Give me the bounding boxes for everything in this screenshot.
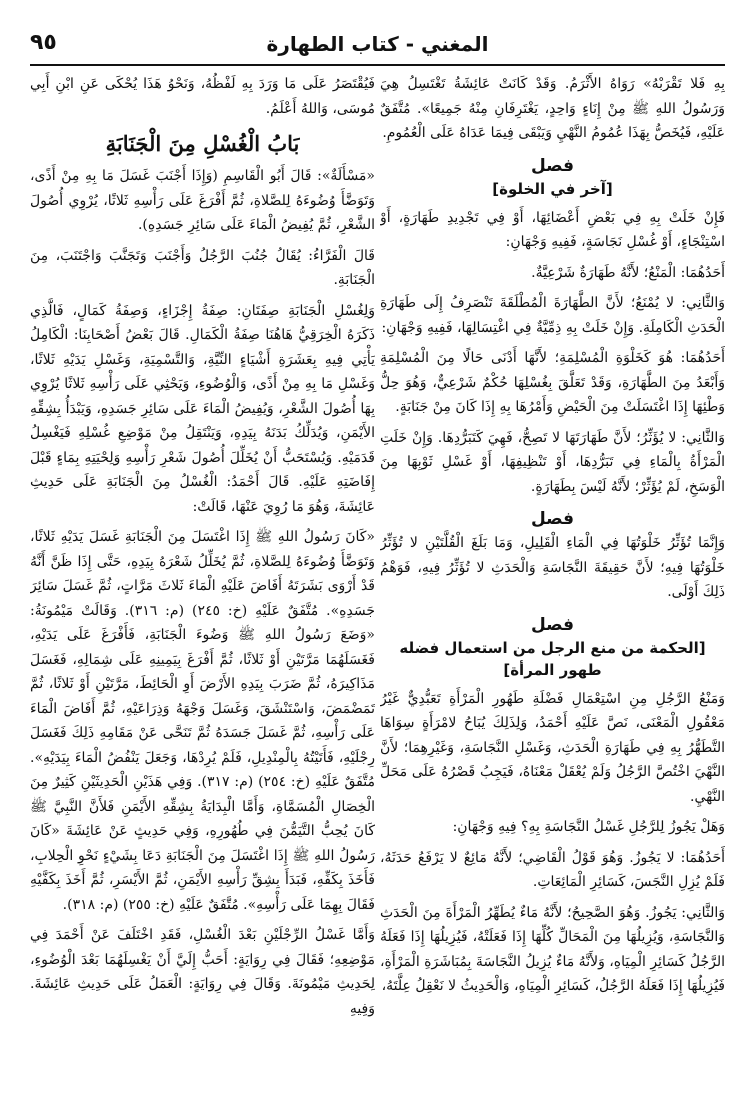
section-heading: فصل (530, 155, 575, 176)
paragraph: بِهِ فَلا تَقْرَبْهُ» رَوَاهُ الأَثْرَمُ. وَقَدْ كَانَتْ عَائِشَةُ تَغْتَسِلُ هِيَ وَرَسُولُ اللهِ ﷺ مِنْ إِنَاءٍ وَاحِدٍ، يَغْتَرِفَانِ مِنْهُ جَمِيعًا». مُتَّفَقٌ عَلَيْهِ، فَيُخَصُّ بِهَذَا عُمُومُ النَّهْيِ وَيَبْقَى فِيمَا عَدَاهُ عَلَى الْعُمُومِ. (380, 76, 725, 141)
paragraph: «كَانَ رَسُولُ اللهِ ﷺ إِذَا اغْتَسَلَ مِنَ الْجَنَابَةِ غَسَلَ يَدَيْهِ ثَلاثًا، وَتَوَضَّأَ وُضُوءَهُ لِلصَّلاةِ، ثُمَّ يُخَلِّلُ شَعْرَهُ بِيَدِهِ، حَتَّى إِذَا ظَنَّ أَنَّهُ قَدْ أَرْوَى بَشَرَتَهُ أَفَاضَ عَلَيْهِ الْمَاءَ ثَلاثَ مَرَّاتٍ، ثُمَّ غَسَلَ سَائِرَ جَسَدِهِ». مُتَّفَقٌ عَلَيْهِ (خ: ٢٤٥) (م: ٣١٦). وَقَالَتْ مَيْمُونَةُ: «وَضَعَ رَسُولُ اللهِ ﷺ وَضُوءَ الْجَنَابَةِ، فَأَفْرَغَ عَلَى يَدَيْهِ، فَغَسَلَهُمَا مَرَّتَيْنِ أَوْ ثَلاثًا، ثُمَّ أَفْرَغَ بِيَمِينِهِ عَلَى شِمَالِهِ، فَغَسَلَ مَذَاكِيرَهُ، ثُمَّ ضَرَبَ بِيَدِهِ الأَرْضَ أَوِ الْحَائِطَ، مَرَّتَيْنِ أَوْ ثَلاثًا، ثُمَّ تَمَضْمَضَ، وَاسْتَنْشَقَ، وَغَسَلَ وَجْهَهُ وَذِرَاعَيْهِ، ثُمَّ أَفَاضَ الْمَاءَ عَلَى رَأْسِهِ، ثُمَّ غَسَلَ جَسَدَهُ ثُمَّ تَنَحَّى عَنْ مَقَامِهِ ذَلِكَ فَغَسَلَ رِجْلَيْهِ، فَأَتَيْتُهُ بِالْمِنْدِيلِ، فَلَمْ يُرِدْهَا، وَجَعَلَ يَنْفُضُ الْمَاءَ بِيَدَيْهِ». مُتَّفَقٌ عَلَيْهِ (خ: ٢٥٤) (م: ٣١٧). وَفِي هَذَيْنِ الْحَدِيثَيْنِ كَثِيرٌ مِنَ الْخِصَالِ الْمُسَمَّاةِ، وَأَمَّا الْبِدَايَةُ بِشِقِّهِ الأَيْمَنِ فَلأَنَّ النَّبِيَّ ﷺ كَانَ يُحِبُّ التَّيَمُّنَ فِي طُهُورِهِ، وَفِي حَدِيثٍ عَنْ عَائِشَةَ «كَانَ رَسُولُ اللهِ ﷺ إِذَا اغْتَسَلَ مِنَ الْجَنَابَةِ دَعَا بِشَيْءٍ نَحْوِ الْحِلابِ، فَأَخَذَ بِكَفِّهِ، فَبَدَأَ بِشِقِّ رَأْسِهِ الأَيْمَنِ، ثُمَّ الأَيْسَرِ، ثُمَّ أَخَذَ بِكَفَّيْهِ فَقَالَ بِهِمَا عَلَى رَأْسِهِ». مُتَّفَقٌ عَلَيْهِ (خ: ٢٥٥) (م: ٣١٨). (30, 529, 375, 913)
page-number: ٩٥ (30, 30, 57, 55)
paragraph: وَمَنْعُ الرَّجُلِ مِنِ اسْتِعْمَالِ فَضْلَةِ طَهُورِ الْمَرْأَةِ تَعَبُّدِيٌّ غَيْرُ مَعْقُولِ الْمَعْنَى، نَصَّ عَلَيْهِ أَحْمَدُ، وَلِذَلِكَ يُبَاحُ لامْرَأَةٍ سِوَاهَا التَّطَهُّرُ بِهِ فِي طَهَارَةِ الْحَدَثِ، وَغَسْلِ النَّجَاسَةِ، وَغَيْرِهِمَا؛ لأَنَّ النَّهْيَ اخْتُصَّ الرَّجُلُ وَلَمْ يُعْقَلْ مَعْنَاهُ، فَيَجِبُ قَصْرُهُ عَلَى مَحَلِّ النَّهْيِ. (380, 690, 725, 805)
section-subheading: [الحكمة من منع الرجل من استعمال فضله طهور المرأة] (399, 638, 706, 679)
section-subheading: [آخر في الخلوة] (492, 179, 613, 198)
paragraph: أَحَدُهُمَا: لا يَجُوزُ. وَهُوَ قَوْلُ الْقَاضِي؛ لأَنَّهُ مَائِعٌ لا يَرْفَعُ حَدَثَهُ، فَلَمْ يُزِلِ النَّجَسَ، كَسَائِرِ الْمَائِعَاتِ. (380, 849, 725, 890)
section-heading: فصل (530, 509, 575, 529)
running-title: المغني - كتاب الطهارة (266, 32, 489, 56)
paragraph: وَالثَّانِي: لا يُؤَثِّرُ؛ لأَنَّ طَهَارَتَهَا لا تَصِحُّ، فَهِيَ كَتَبَرُّدِهَا. وَإِنْ خَلَتِ الْمَرْأَةُ بِالْمَاءِ فِي تَبَرُّدِهَا، أَوْ تَنْظِيفِهَا، أَوْ غَسْلِ ثَوْبِهَا مِنَ الْوَسَخِ، لَمْ يُؤَثِّرْ؛ لأَنَّهُ لَيْسَ بِطَهَارَةٍ. (380, 429, 725, 495)
paragraph: أَحَدُهُمَا: هُوَ كَخَلْوَةِ الْمُسْلِمَةِ؛ لأَنَّهَا أَدْنَى حَالًا مِنَ الْمُسْلِمَةِ وَأَبْعَدُ مِنَ الطَّهَارَةِ، وَقَدْ تَعَلَّقَ بِغُسْلِهَا حُكْمٌ شَرْعِيٌّ، وَهُوَ حِلُّ وَطْئِهَا إِذَا اغْتَسَلَتْ مِنَ الْحَيْضِ وَأَمْرُهَا بِهِ إِذَا كَانَ مِنْ جَنَابَةٍ. (380, 350, 725, 415)
paragraph: وَلِغُسْلِ الْجَنَابَةِ صِفَتَانِ: صِفَةُ إِجْزَاءٍ، وَصِفَةُ كَمَالٍ، فَالَّذِي ذَكَرَهُ الْخِرَقِيُّ هَاهُنَا صِفَةُ الْكَمَالِ. قَالَ بَعْضُ أَصْحَابِنَا: الْكَامِلُ يَأْتِي فِيهِ بِعَشَرَةِ أَشْيَاءٍ النِّيَّةِ، وَالتَّسْمِيَةِ، وَغَسْلِ يَدَيْهِ ثَلاثًا، وَغَسْلِ مَا بِهِ مِنْ أَذًى، وَالْوُضُوءِ، وَيَحْثِي عَلَى رَأْسِهِ ثَلاثًا يُرْوِي بِهَا أُصُولَ الشَّعْرِ، وَيُفِيضُ الْمَاءَ عَلَى سَائِرِ جَسَدِهِ، وَيَبْدَأُ بِشِقِّهِ الأَيْمَنِ، وَيُدَلِّكُ بَدَنَهُ بِيَدِهِ، وَيَنْتَقِلُ مِنْ مَوْضِعِ غُسْلِهِ فَيَغْسِلُ قَدَمَيْهِ. وَيُسْتَحَبُّ أَنْ يُخَلِّلَ أُصُولَ شَعْرِ رَأْسِهِ وَلِحْيَتِهِ بِمَاءٍ قَبْلَ إِفَاضَتِهِ عَلَيْهِ. قَالَ أَحْمَدُ: الْغُسْلُ مِنَ الْجَنَابَةِ عَلَى حَدِيثِ عَائِشَةَ، وَهُوَ مَا رُوِيَ عَنْهَا، قَالَتْ: (30, 302, 375, 515)
paragraph: وَإِنَّمَا تُؤَثِّرُ خَلْوَتُهَا فِي الْمَاءِ الْقَلِيلِ، وَمَا بَلَغَ الْقُلَّتَيْنِ لا تُؤَثِّرُ خَلْوَتُهَا فِيهِ؛ لأَنَّ حَقِيقَةَ النَّجَاسَةِ وَالْحَدَثِ لا تُؤَثِّرُ فِيهِ، فَوَهْمُ ذَلِكَ أَوْلَى. (380, 535, 725, 600)
paragraph: فَإِنْ خَلَتْ بِهِ فِي بَعْضِ أَعْضَائِهَا، أَوْ فِي تَجْدِيدِ طَهَارَةٍ، أَوْ اسْتِنْجَاءٍ، أَوْ غُسْلِ نَجَاسَةٍ، فَفِيهِ وَجْهَانِ: (380, 209, 725, 250)
paragraph: «مَسْأَلَةٌ»: قَالَ أَبُو الْقَاسِمِ (وَإِذَا أَجْنَبَ غَسَلَ مَا بِهِ مِنْ أَذًى، وَتَوَضَّأَ وُضُوءَهُ لِلصَّلاةِ، ثُمَّ أَفْرَغَ عَلَى رَأْسِهِ ثَلاثًا، يُرْوِي أُصُولَ الشَّعْرِ، ثُمَّ يُفِيضُ الْمَاءَ عَلَى سَائِرِ جَسَدِهِ). (30, 168, 375, 233)
paragraph: فَيُقْتَصَرُ عَلَى مَا وَرَدَ بِهِ لَفْظُهُ، وَنَحْوُ هَذَا يُحْكَى عَنِ ابْنِ أَبِي مُوسَى، وَاللهُ أَعْلَمُ. (30, 76, 375, 117)
paragraph: وَالثَّانِي: يَجُوزُ. وَهُوَ الصَّحِيحُ؛ لأَنَّهُ مَاءٌ يُطَهِّرُ الْمَرْأَةَ مِنَ الْحَدَثِ وَالنَّجَاسَةِ، وَيُزِيلُهَا مِنَ الْمَحَالِّ كُلِّهَا إِذَا فَعَلَتْهُ، فَيُزِيلُهَا إِذَا فَعَلَهُ الرَّجُلُ كَسَائِرِ الْمِيَاهِ، وَلأَنَّهُ مَاءٌ يُزِيلُ النَّجَاسَةَ بِمُبَاشَرَةِ الْمَرْأَةِ، فَيُزِيلُهَا إِذَا فَعَلَهُ الرَّجُلُ، كَسَائِرِ الْمِيَاهِ، وَالْحَدِيثُ لا نَعْقِلُ عِلَّتَهُ، (380, 904, 725, 994)
right-column (380, 72, 725, 1065)
paragraph: وَالثَّانِي: لا يُمْنَعُ؛ لأَنَّ الطَّهَارَةَ الْمُطْلَقَةَ تَنْصَرِفُ إِلَى طَهَارَةِ الْحَدَثِ الْكَامِلَةِ. وَإِنْ خَلَتْ بِهِ ذِمِّيَّةٌ فِي اغْتِسَالِهَا، فَفِيهِ وَجْهَانِ: (380, 295, 725, 336)
section-heading: فصل (530, 614, 575, 635)
paragraph: وَأَمَّا غَسْلُ الرِّجْلَيْنِ بَعْدَ الْغُسْلِ، فَقَدِ اخْتَلَفَ عَنْ أَحْمَدَ فِي مَوْضِعِهِ؛ فَقَالَ فِي رِوَايَةٍ: أَحَبُّ إِلَيَّ أَنْ يَغْسِلَهُمَا بَعْدَ الْوُضُوءِ، لِحَدِيثِ مَيْمُونَةَ. وَقَالَ فِي رِوَايَةٍ: الْعَمَلُ عَلَى حَدِيثِ عَائِشَةَ. وَفِيهِ (30, 927, 375, 1017)
chapter-title: بَابُ الْغُسْلِ مِنَ الْجَنَابَةِ (105, 131, 300, 156)
page-header (30, 28, 725, 66)
left-column (30, 72, 375, 1065)
paragraph: أَحَدُهُمَا: الْمَنْعُ؛ لأَنَّهُ طَهَارَةٌ شَرْعِيَّةٌ. (531, 264, 725, 281)
paragraph: قَالَ الْفَرَّاءُ: يُقَالُ جُنُبَ الرَّجُلُ وَأَجْنَبَ وَتَجَنَّبَ وَاجْتَنَبَ، مِنَ الْجَنَابَةِ. (30, 247, 375, 288)
paragraph: وَهَلْ يَجُوزُ لِلرَّجُلِ غَسْلُ النَّجَاسَةِ بِهِ؟ فِيهِ وَجْهَانِ: (452, 819, 725, 835)
